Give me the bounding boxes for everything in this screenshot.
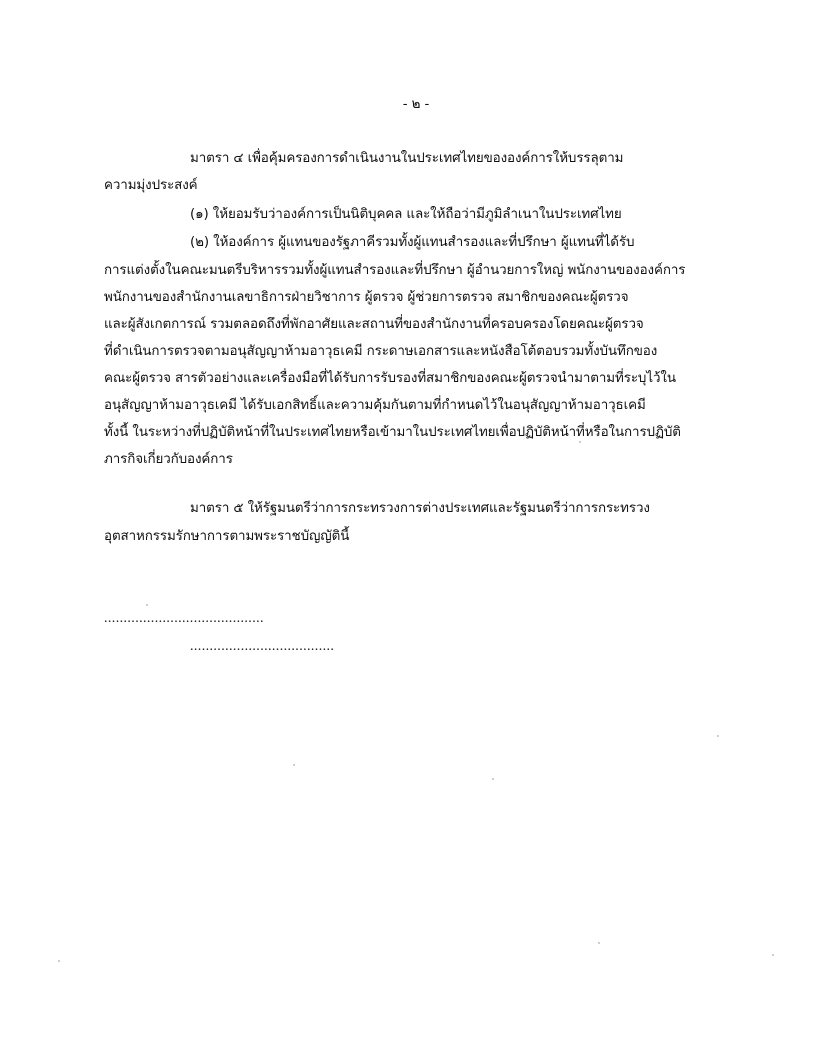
- scan-speck: [598, 942, 600, 944]
- scan-speck: [492, 778, 494, 780]
- signature-dotted-line: .........................................: [104, 611, 264, 626]
- section4-item2-line: ที่ดำเนินการตรวจตามอนุสัญญาห้ามอาวุธเคมี กระดาษเอกสารและหนังสือโต้ตอบรวมทั้งบันทึกของ: [104, 344, 658, 359]
- page-number: - ๒ -: [402, 97, 430, 112]
- section4-item2-line: การแต่งตั้งในคณะมนตรีบริหารรวมทั้งผู้แทนสำรองและที่ปรึกษา ผู้อำนวยการใหญ่ พนักงานขององค์การ: [104, 263, 686, 278]
- scan-speck: [579, 441, 581, 443]
- scan-speck: [146, 604, 148, 606]
- section4-item2-line: และผู้สังเกตการณ์ รวมตลอดถึงที่พักอาศัยและสถานที่ของสำนักงานที่ครอบครองโดยคณะผู้ตรวจ: [104, 317, 644, 332]
- scan-speck: [58, 960, 60, 962]
- section4-item2-line: (๒) ให้องค์การ ผู้แทนของรัฐภาคีรวมทั้งผู้แทนสำรองและที่ปรึกษา ผู้แทนที่ได้รับ: [190, 235, 635, 250]
- scan-speck: [717, 735, 719, 737]
- section5-heading: มาตรา ๕ ให้รัฐมนตรีว่าการกระทรวงการต่างประเทศและรัฐมนตรีว่าการกระทรวง: [190, 501, 650, 516]
- section4-item2-line: พนักงานของสำนักงานเลขาธิการฝ่ายวิชาการ ผู้ตรวจ ผู้ช่วยการตรวจ สมาชิกของคณะผู้ตรวจ: [104, 290, 629, 305]
- section4-item2-line: คณะผู้ตรวจ สารตัวอย่างและเครื่องมือที่ได้รับการรับรองที่สมาชิกของคณะผู้ตรวจนำมาตามที่ระบุไว้ใน: [104, 371, 676, 386]
- scan-speck: [772, 954, 774, 956]
- section5-heading-continued: อุตสาหกรรมรักษาการตามพระราชบัญญัตินี้: [104, 529, 350, 544]
- signature-dotted-line: .....................................: [190, 639, 335, 654]
- section4-item2-line: ภารกิจเกี่ยวกับองค์การ: [104, 452, 233, 467]
- scan-speck: [293, 764, 295, 766]
- section4-item2-line: อนุสัญญาห้ามอาวุธเคมี ได้รับเอกสิทธิ์และความคุ้มกันตามที่กำหนดไว้ในอนุสัญญาห้ามอาวุธเคมี: [104, 398, 646, 413]
- section4-heading: มาตรา ๔ เพื่อคุ้มครองการดำเนินงานในประเทศไทยขององค์การให้บรรลุตาม: [190, 151, 624, 166]
- section4-item2-line: ทั้งนี้ ในระหว่างที่ปฏิบัติหน้าที่ในประเทศไทยหรือเข้ามาในประเทศไทยเพื่อปฏิบัติหน้าที่หรือในการปฏิบัติ: [104, 425, 681, 440]
- section4-item1: (๑) ให้ยอมรับว่าองค์การเป็นนิติบุคคล และให้ถือว่ามีภูมิลำเนาในประเทศไทย: [190, 207, 622, 222]
- section4-heading-continued: ความมุ่งประสงค์: [104, 178, 198, 193]
